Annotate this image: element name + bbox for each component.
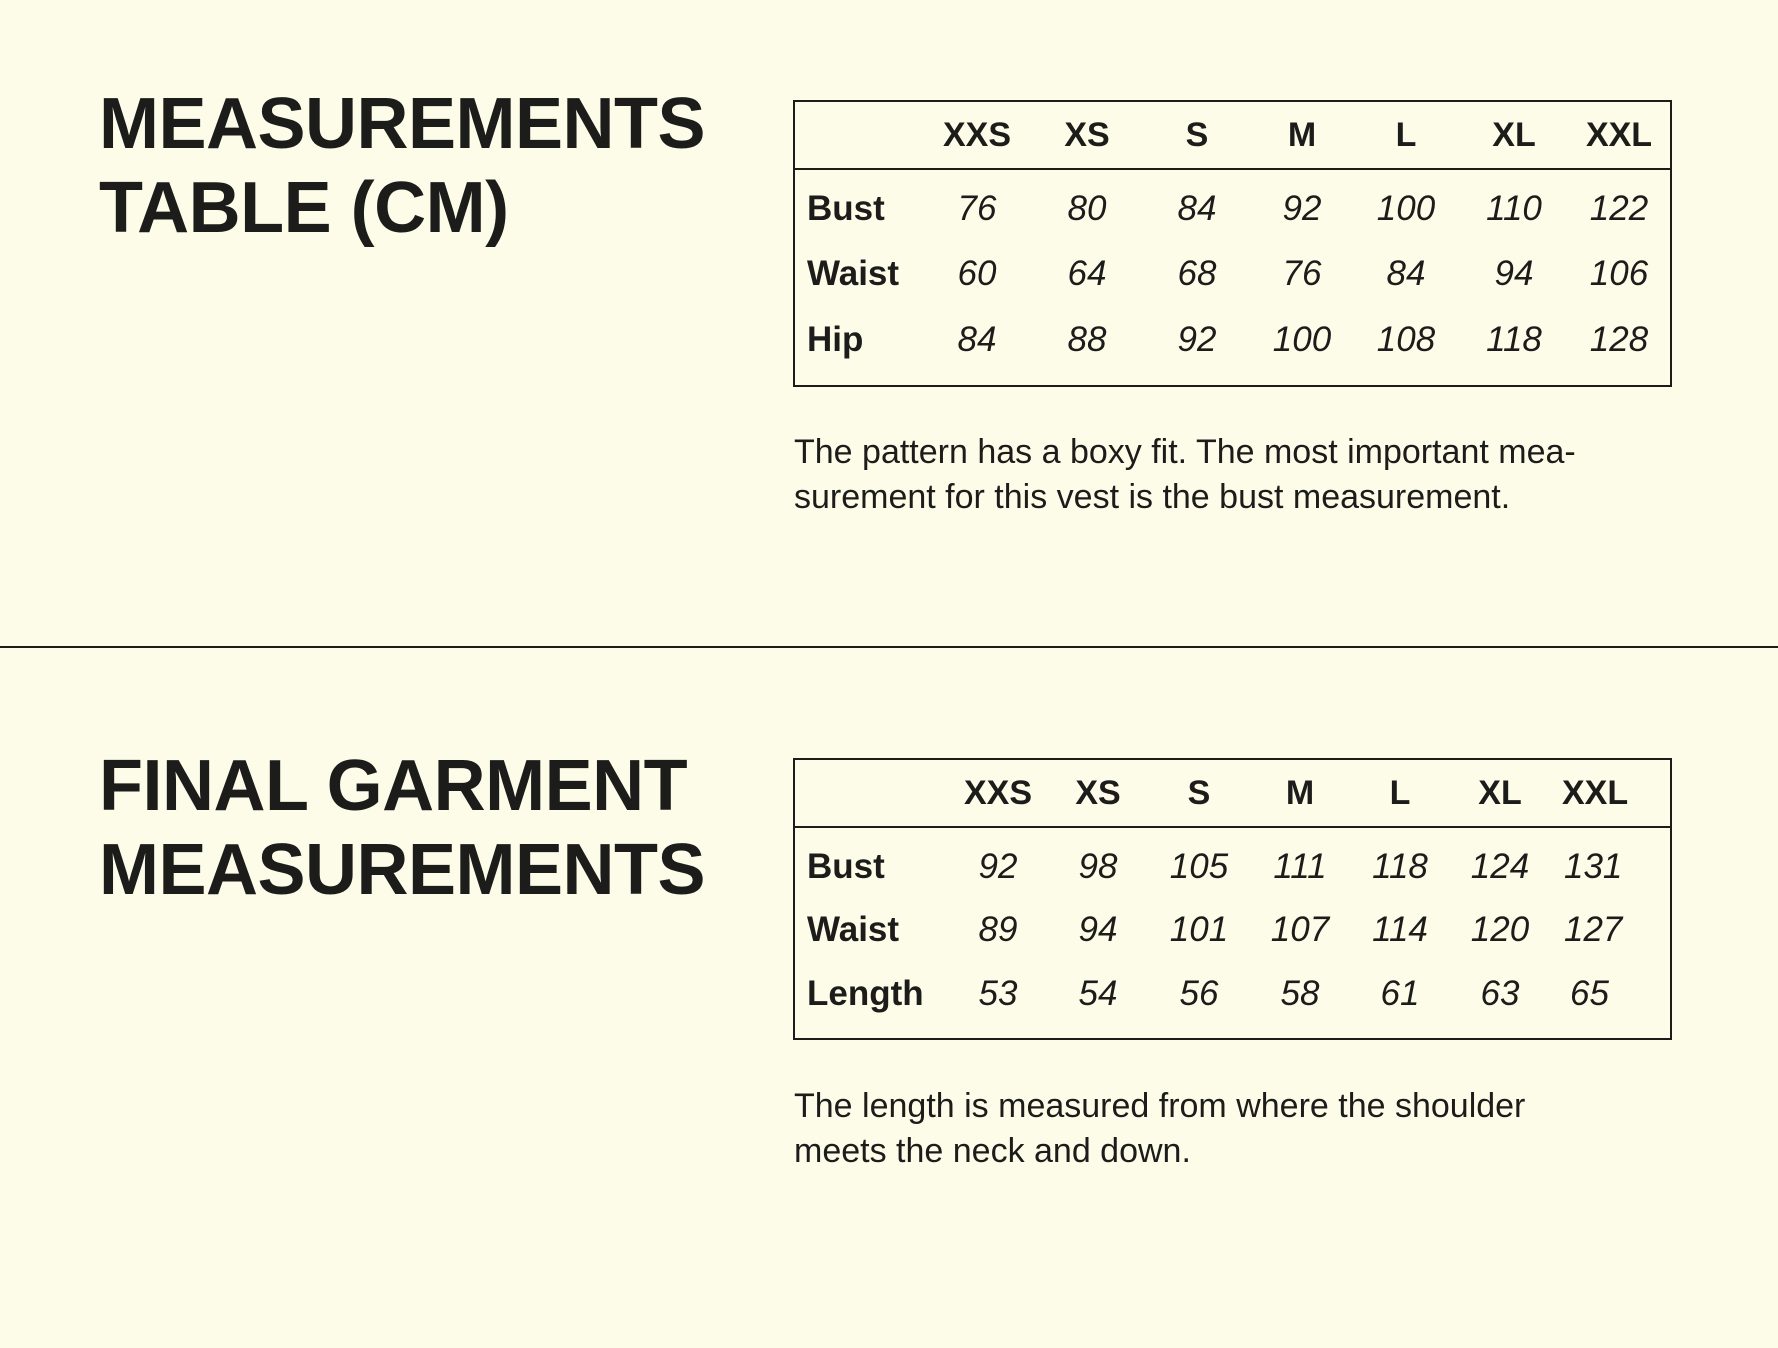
garment-title-line-2: MEASUREMENTS — [99, 830, 706, 910]
table-cell: 101 — [1169, 909, 1229, 949]
table-row — [794, 306, 1671, 386]
column-header: S — [1187, 773, 1211, 812]
table-cell: 53 — [978, 974, 1018, 1014]
measurements-title-line-2: TABLE (CM) — [99, 168, 509, 248]
table-cell: 84 — [1177, 189, 1217, 229]
table-cell: 122 — [1589, 189, 1649, 229]
table-cell: 92 — [1282, 189, 1322, 229]
measurements-table — [793, 100, 1672, 387]
table-cell: 58 — [1280, 974, 1320, 1014]
garment-table — [793, 758, 1672, 1040]
garment-section — [0, 648, 1778, 1348]
table-cell: 118 — [1486, 320, 1542, 360]
garment-note — [794, 1084, 1694, 1174]
table-cell: 120 — [1470, 909, 1530, 949]
table-cell: 105 — [1169, 846, 1229, 886]
table-cell: 65 — [1570, 974, 1609, 1014]
column-header: XS — [1075, 773, 1121, 812]
table-cell: 68 — [1177, 254, 1217, 294]
table-cell: 60 — [957, 254, 997, 294]
garment-note-line-1: The length is measured from where the shoulder — [794, 1087, 1526, 1125]
column-header: XXL — [1562, 773, 1629, 812]
row-label: Bust — [807, 846, 885, 886]
table-row — [794, 961, 1671, 1039]
table-cell: 80 — [1067, 189, 1107, 229]
header-corner — [794, 101, 922, 169]
table-cell: 114 — [1372, 909, 1428, 949]
row-label: Bust — [807, 189, 885, 229]
table-cell: 56 — [1179, 974, 1219, 1014]
table-cell: 89 — [978, 909, 1018, 949]
column-header: S — [1185, 115, 1209, 154]
table-cell: 61 — [1380, 974, 1420, 1014]
table-cell: 94 — [1494, 254, 1534, 294]
table-cell: 76 — [957, 189, 997, 229]
row-label: Waist — [807, 254, 900, 294]
column-header: XL — [1478, 773, 1522, 812]
header-corner — [794, 759, 948, 827]
garment-title — [99, 744, 705, 912]
row-label: Hip — [807, 320, 864, 360]
column-header: M — [1287, 115, 1317, 154]
table-cell: 118 — [1372, 846, 1428, 886]
measurements-title-line-1: MEASUREMENTS — [99, 84, 706, 164]
table-row — [794, 243, 1671, 306]
table-cell: 94 — [1078, 909, 1118, 949]
table-cell: 128 — [1589, 320, 1649, 360]
table-row — [794, 899, 1671, 960]
measurements-header-row — [794, 101, 1671, 169]
garment-header-row — [794, 759, 1671, 827]
garment-note-line-2: meets the neck and down. — [794, 1132, 1191, 1170]
row-label: Waist — [807, 909, 900, 949]
table-row — [794, 827, 1671, 899]
table-cell: 84 — [1386, 254, 1426, 294]
table-cell: 92 — [1177, 320, 1217, 360]
table-cell: 84 — [957, 320, 997, 360]
column-header: XS — [1064, 115, 1110, 154]
table-cell: 54 — [1078, 974, 1118, 1014]
measurements-note-line-1: The pattern has a boxy fit. The most important mea- — [794, 433, 1576, 471]
column-header: L — [1395, 115, 1417, 154]
table-cell: 64 — [1067, 254, 1107, 294]
column-header: XXS — [963, 773, 1033, 812]
garment-title-line-1: FINAL GARMENT — [99, 746, 688, 826]
column-header: XXL — [1585, 115, 1653, 154]
column-header: XXS — [942, 115, 1012, 154]
table-cell: 63 — [1480, 974, 1520, 1014]
table-cell: 110 — [1486, 189, 1542, 229]
table-cell: 127 — [1564, 909, 1623, 949]
table-cell: 111 — [1273, 846, 1327, 886]
table-cell: 124 — [1470, 846, 1530, 886]
table-cell: 100 — [1272, 320, 1332, 360]
table-cell: 100 — [1376, 189, 1436, 229]
column-header: M — [1285, 773, 1315, 812]
measurements-note-line-2: surement for this vest is the bust measurement. — [794, 478, 1511, 516]
table-cell: 92 — [978, 846, 1018, 886]
table-cell: 88 — [1067, 320, 1107, 360]
row-label: Length — [807, 974, 924, 1014]
table-cell: 76 — [1282, 254, 1322, 294]
measurements-section — [0, 0, 1778, 646]
column-header: L — [1389, 773, 1411, 812]
table-cell: 131 — [1564, 846, 1623, 886]
measurements-note — [794, 430, 1694, 520]
table-row — [794, 169, 1671, 243]
table-cell: 98 — [1078, 846, 1118, 886]
table-cell: 108 — [1376, 320, 1436, 360]
column-header: XL — [1492, 115, 1536, 154]
measurements-title — [99, 82, 705, 250]
table-cell: 107 — [1270, 909, 1330, 949]
table-cell: 106 — [1589, 254, 1649, 294]
